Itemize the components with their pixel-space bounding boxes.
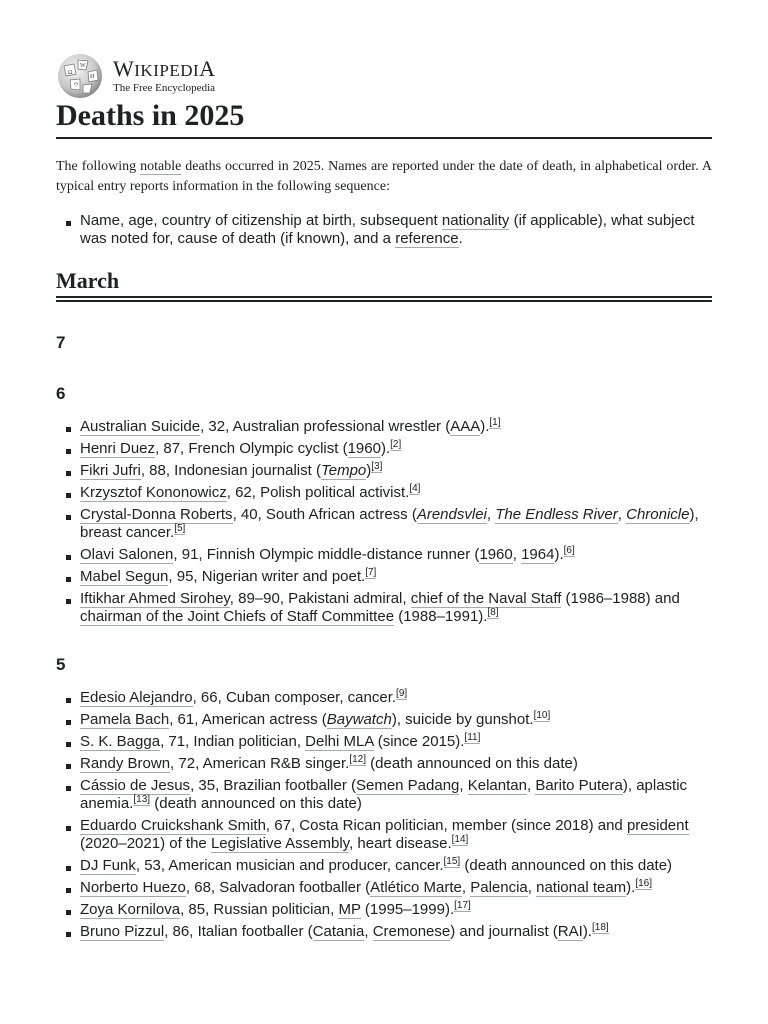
citation-link[interactable]: [8] [487, 607, 499, 618]
citation[interactable] [534, 710, 551, 722]
entry-link[interactable]: Chronicle [626, 506, 690, 523]
entry-text: , 32, Australian professional wrestler ( [200, 418, 451, 435]
notable-link[interactable]: notable [140, 159, 182, 174]
death-entry [56, 462, 716, 480]
death-entry [56, 777, 716, 813]
death-entry [56, 568, 716, 586]
person-link[interactable]: Norberto Huezo [80, 879, 186, 896]
person-link[interactable]: Pamela Bach [80, 711, 170, 728]
citation-link[interactable]: [7] [365, 567, 377, 578]
entry-link[interactable]: Palencia [470, 879, 528, 896]
entry-text: , [512, 546, 522, 563]
person-link[interactable]: Eduardo Cruickshank Smith [80, 817, 266, 834]
citation[interactable] [365, 567, 376, 579]
person-link[interactable]: S. K. Bagga [80, 733, 161, 750]
person-link[interactable]: Edesio Alejandro [80, 689, 193, 706]
reference-link[interactable]: reference [395, 230, 459, 247]
person-link[interactable]: Fikri Jufri [80, 462, 141, 479]
entry-text: , 53, American musician and producer, cancer. [135, 857, 444, 874]
person-link[interactable]: Olavi Salonen [80, 546, 174, 563]
entry-link[interactable]: president [626, 817, 689, 834]
entry-text: ), breast cancer. [80, 506, 699, 541]
death-entry [56, 857, 716, 875]
death-entry [56, 418, 716, 436]
entry-text: , 72, American R&B singer. [170, 755, 350, 772]
death-entry [56, 923, 716, 941]
entry-link[interactable]: Cremonese [372, 923, 451, 940]
entry-link[interactable]: Delhi MLA [305, 733, 374, 750]
svg-text:ウ: ウ [73, 83, 80, 89]
entry-link[interactable]: Catania [312, 923, 365, 940]
entry-text: , [461, 879, 471, 896]
deaths-list-5 [56, 689, 716, 945]
entry-text: , 88, Indonesian journalist ( [140, 462, 321, 479]
day-heading-5: 5 [56, 655, 66, 674]
entry-text: (2020–2021) of the [80, 835, 211, 852]
entry-link[interactable]: Arendsvlei [416, 506, 487, 523]
entry-text: ), suicide by gunshot. [391, 711, 534, 728]
entry-link[interactable]: AAA [450, 418, 481, 435]
entry-text: ). [480, 418, 490, 435]
citation[interactable] [174, 523, 185, 535]
citation-link[interactable]: [1] [489, 417, 501, 428]
citation[interactable] [487, 607, 498, 619]
entry-note: (death announced on this date) [150, 795, 362, 812]
entry-text: , 62, Polish political activist. [226, 484, 410, 501]
person-link[interactable]: Henri Duez [80, 440, 156, 457]
death-entry [56, 901, 716, 919]
day-heading-6: 6 [56, 384, 66, 403]
entry-text: , heart disease. [349, 835, 452, 852]
person-link[interactable]: Australian Suicide [80, 418, 201, 435]
wikipedia-globe-icon [56, 52, 104, 100]
entry-text: , 85, Russian politician, [180, 901, 339, 918]
entry-text: , 91, Finnish Olympic middle-distance runner ( [173, 546, 480, 563]
citation-link[interactable]: [2] [390, 439, 402, 450]
svg-text:Ω: Ω [68, 70, 73, 76]
citation-link[interactable]: [9] [396, 688, 408, 699]
person-link[interactable]: Mabel Segun [80, 568, 169, 585]
entry-note: (death announced on this date) [460, 857, 673, 874]
death-entry [56, 733, 716, 751]
entry-link[interactable]: RAI [557, 923, 583, 940]
person-link[interactable]: Zoya Kornilova [80, 901, 181, 918]
nationality-link[interactable]: nationality [441, 212, 510, 229]
person-link[interactable]: DJ Funk [80, 857, 136, 874]
citation[interactable] [592, 922, 609, 934]
death-entry [56, 484, 716, 502]
citation[interactable] [464, 732, 480, 744]
citation[interactable] [489, 417, 500, 429]
wikipedia-logo[interactable] [56, 52, 216, 100]
citation[interactable] [349, 754, 366, 766]
entry-text: , 86, Italian footballer ( [164, 923, 313, 940]
list-item: Name, age, country of citizenship at birth, subsequent nationality (if applicable), what subject was noted for, cause of death (if known), and a reference. [56, 212, 696, 248]
section-divider [56, 296, 712, 302]
tagline: The Free Encyclopedia [113, 81, 216, 94]
entry-text: , 35, Brazilian footballer ( [190, 777, 356, 794]
citation[interactable] [454, 900, 471, 912]
entry-link[interactable]: The Endless River [495, 506, 618, 523]
page-title: Deaths in 2025 [56, 95, 712, 139]
entry-link[interactable]: 1960 [347, 440, 381, 457]
citation-link[interactable]: [5] [174, 523, 186, 534]
entry-text: , 61, American actress ( [169, 711, 327, 728]
entry-text: , [527, 879, 537, 896]
person-link[interactable]: Iftikhar Ahmed Sirohey [80, 590, 230, 607]
entry-link[interactable]: Legislative Assembly [210, 835, 350, 852]
citation[interactable] [452, 834, 469, 846]
entry-link[interactable]: MP [338, 901, 361, 918]
svg-text:И: И [90, 74, 95, 80]
entry-link[interactable]: Baywatch [326, 711, 392, 728]
entry-text: ) [366, 462, 372, 479]
wordmark: WIKIPEDIA [113, 55, 216, 81]
citation-link[interactable]: [12] [349, 754, 366, 765]
entry-text: , 95, Nigerian writer and poet. [168, 568, 366, 585]
entry-link[interactable]: Tempo [320, 462, 367, 479]
citation-link[interactable]: [14] [451, 834, 469, 845]
citation[interactable] [133, 794, 150, 806]
entry-text: ). [626, 879, 636, 896]
entry-text: , [364, 923, 373, 940]
entry-text: , 71, Indian politician, [160, 733, 306, 750]
death-entry [56, 755, 716, 773]
death-entry [56, 879, 716, 897]
entry-link[interactable]: Kelantan [467, 777, 527, 794]
section-heading-march: March [56, 268, 120, 293]
person-link[interactable]: Randy Brown [80, 755, 171, 772]
entry-text: , [486, 506, 496, 523]
citation-link[interactable]: [17] [454, 900, 471, 911]
citation[interactable] [396, 688, 407, 700]
citation[interactable] [564, 545, 575, 557]
entry-link[interactable]: 1964 [521, 546, 555, 563]
entry-link[interactable]: chief of the Naval Staff [410, 590, 562, 607]
entry-text: , 68, Salvadoran footballer ( [185, 879, 371, 896]
citation-link[interactable]: [18] [591, 922, 609, 933]
entry-text: , 89–90, Pakistani admiral, [229, 590, 411, 607]
citation-link[interactable]: [15] [443, 856, 461, 867]
entry-text: ), aplastic anemia. [80, 777, 688, 812]
entry-link[interactable]: chairman of the Joint Chiefs of Staff Committee [80, 608, 395, 625]
svg-text:W: W [80, 63, 86, 69]
person-link[interactable]: Crystal-Donna Roberts [80, 506, 233, 523]
citation-link[interactable]: [6] [563, 545, 575, 556]
person-link[interactable]: Cássio de Jesus [80, 777, 191, 794]
entry-text: ). [582, 923, 592, 940]
deaths-list-6 [56, 418, 716, 630]
entry-text: , 87, French Olympic cyclist ( [155, 440, 348, 457]
citation[interactable] [390, 439, 401, 451]
person-link[interactable]: Bruno Pizzul [80, 923, 165, 940]
citation-link[interactable]: [11] [464, 732, 481, 743]
day-heading-7: 7 [56, 333, 66, 352]
entry-link[interactable]: Barito Putera [535, 777, 623, 794]
death-entry [56, 817, 716, 853]
death-entry [56, 440, 716, 458]
citation-link[interactable]: [16] [635, 878, 653, 889]
death-entry [56, 689, 716, 707]
intro-paragraph: The following notable deaths occurred in 2025. Names are reported under the date of death, in alphabetical order. A typical entry reports information in the following sequence: [56, 159, 712, 194]
citation-link[interactable]: [13] [133, 794, 151, 805]
citation[interactable] [635, 878, 652, 890]
citation-link[interactable]: [4] [409, 483, 421, 494]
entry-text: (1988–1991). [394, 608, 488, 625]
entry-text: , 40, South African actress ( [232, 506, 417, 523]
sequence-list [56, 212, 696, 252]
entry-link[interactable]: national team [536, 879, 627, 896]
entry-link[interactable]: Semen Padang [355, 777, 460, 794]
citation[interactable] [444, 856, 461, 868]
citation[interactable] [409, 483, 420, 495]
citation-link[interactable]: [10] [533, 710, 551, 721]
entry-text: , [526, 777, 536, 794]
entry-text: (1995–1999). [360, 901, 455, 918]
entry-text: ). [554, 546, 564, 563]
entry-link[interactable]: 1960 [479, 546, 513, 563]
entry-text: ). [380, 440, 391, 457]
entry-text: , [459, 777, 468, 794]
death-entry [56, 590, 716, 626]
citation-link[interactable]: [3] [371, 461, 383, 472]
person-link[interactable]: Krzysztof Kononowicz [80, 484, 227, 501]
entry-note: (death announced on this date) [366, 755, 578, 772]
death-entry [56, 506, 716, 542]
entry-text: , 66, Cuban composer, cancer. [192, 689, 397, 706]
death-entry [56, 711, 716, 729]
entry-text: (1986–1988) and [561, 590, 680, 607]
citation[interactable] [371, 461, 382, 473]
entry-text: (since 2015). [373, 733, 465, 750]
death-entry [56, 546, 716, 564]
entry-text: ) and journalist ( [450, 923, 558, 940]
entry-text: , 67, Costa Rican politician, member (since 2018) and [265, 817, 627, 834]
entry-link[interactable]: Atlético Marte [370, 879, 462, 896]
entry-text: , [617, 506, 627, 523]
